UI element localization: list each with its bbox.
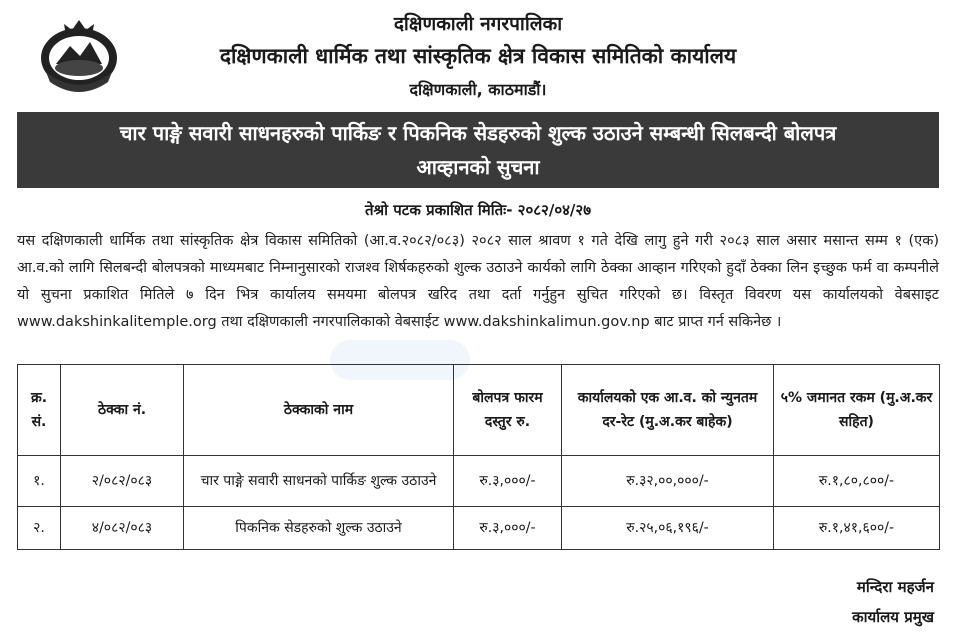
header-contract-name: ठेक्काको नाम bbox=[184, 365, 454, 456]
notice-title-line2: आव्हानको सुचना bbox=[416, 155, 540, 179]
table-row bbox=[18, 456, 940, 507]
signer-name: मन्दिरा महर्जन bbox=[856, 578, 934, 596]
notice-body: यस दक्षिणकाली धार्मिक तथा सांस्कृतिक क्षेत्र विकास समितिको (आ.व.२०८२/०८३) २०८२ साल श्रावण १ गते देखि लागु हुने गरी २०८३ साल असार मसान्त सम्म १ (एक) आ.व.को लागि सिलबन्दी बोलपत्रको माध्यमबाट निम्नानुसारको राजश्व शिर्षकहरुको शुल्क उठाउने कार्यको लागि ठेक्का आव्हान गरिएको हुदाँ ठेक्का लिन इच्छुक फर्म वा कम्पनीले यो सुचना प्रकाशित मितिले ७ दिन भित्र कार्यालय समयमा बोलपत्र खरिद तथा दर्ता गर्नुहुन सुचित गरिएको छ। विस्तृत विवरण यस कार्यालयको वेबसाइट www.dakshinkalitemple.org तथा दक्षिणकाली नगरपालिकाको वेबसाईट www.dakshinkalimun.gov.np बाट प्राप्त गर्न सकिनेछ । bbox=[17, 233, 939, 330]
bid-table bbox=[17, 364, 940, 550]
cell-sn: २. bbox=[18, 507, 61, 550]
cell-min-rate: रु.३२,००,०००/- bbox=[562, 456, 774, 507]
cell-min-rate: रु.२५,०६,१९६/- bbox=[562, 507, 774, 550]
cell-form-fee: रु.३,०००/- bbox=[454, 507, 562, 550]
cell-sn: १. bbox=[18, 456, 61, 507]
notice-title-banner bbox=[17, 112, 939, 188]
cell-contract-no: ४/०८२/०८३ bbox=[61, 507, 184, 550]
header-sn: क्र. सं. bbox=[18, 365, 61, 456]
header-contract-no: ठेक्का नं. bbox=[61, 365, 184, 456]
header-min-rate: कार्यालयको एक आ.व. को न्युनतम दर-रेट (मु.अ.कर बाहेक) bbox=[562, 365, 774, 456]
municipality-name: दक्षिणकाली नगरपालिका bbox=[393, 13, 563, 35]
cell-form-fee: रु.३,०००/- bbox=[454, 456, 562, 507]
cell-contract-name: चार पाङ्गे सवारी साधनको पार्किङ शुल्क उठाउने bbox=[184, 456, 454, 507]
cell-deposit: रु.१,४१,६००/- bbox=[774, 507, 940, 550]
signer-title: कार्यालय प्रमुख bbox=[852, 608, 934, 626]
publication-date: तेश्रो पटक प्रकाशित मितिः- २०८२/०४/२७ bbox=[364, 201, 592, 219]
office-name: दक्षिणकाली धार्मिक तथा सांस्कृतिक क्षेत्र विकास समितिको कार्यालय bbox=[219, 44, 737, 68]
cell-deposit: रु.१,८०,८००/- bbox=[774, 456, 940, 507]
header-form-fee: बोलपत्र फारम दस्तुर रु. bbox=[454, 365, 562, 456]
table-row bbox=[18, 507, 940, 550]
notice-header bbox=[0, 0, 956, 108]
signature-block bbox=[852, 572, 934, 632]
table-header-row bbox=[18, 365, 940, 456]
cell-contract-name: पिकनिक सेडहरुको शुल्क उठाउने bbox=[184, 507, 454, 550]
cell-contract-no: २/०८२/०८३ bbox=[61, 456, 184, 507]
notice-title-line1: चार पाङ्गे सवारी साधनहरुको पार्किङ र पिकनिक सेडहरुको शुल्क उठाउने सम्बन्धी सिलबन्दी बोलपत्र bbox=[119, 121, 837, 145]
office-address: दक्षिणकाली, काठमाडौं। bbox=[409, 80, 547, 99]
header-deposit: ५% जमानत रकम (मु.अ.कर सहित) bbox=[774, 365, 940, 456]
